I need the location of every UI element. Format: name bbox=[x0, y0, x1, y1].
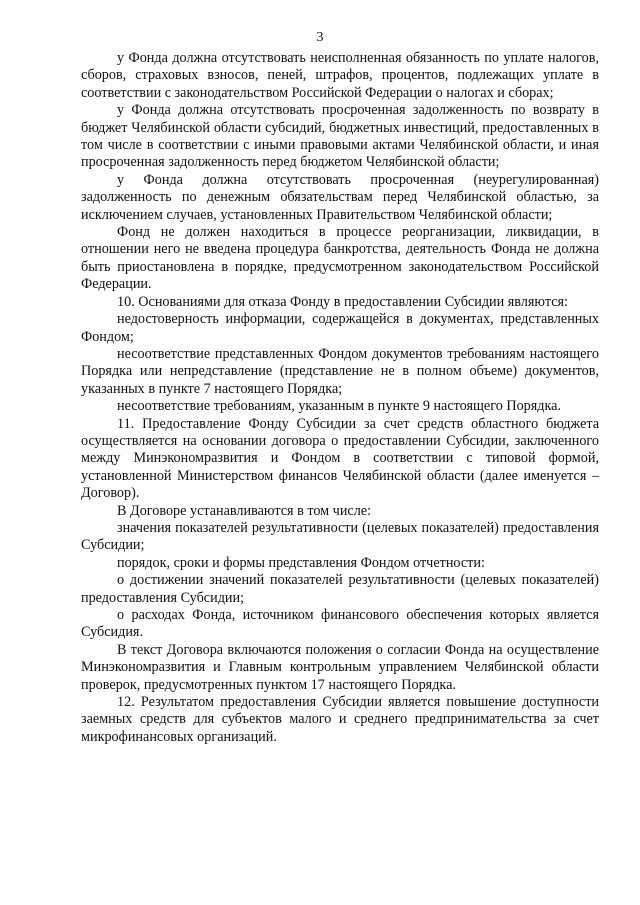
paragraph-expenses-report: о расходах Фонда, источником финансового обеспечения которых является Субсидия. bbox=[81, 607, 599, 641]
paragraph-clause-10: 10. Основаниями для отказа Фонду в предоставлении Субсидии являются: bbox=[117, 293, 568, 310]
paragraph-audit-consent: В текст Договора включаются положения о согласии Фонда на осуществление Минэкономразвития и Главным контрольным управлением Челябинской области проверок, предусмотренных пунктом 17 настоящего Порядка. bbox=[81, 641, 599, 693]
paragraph-indicator-achievement: о достижении значений показателей результативности (целевых показателей) предоставления Субсидии; bbox=[81, 572, 599, 606]
paragraph-monetary-debt: у Фонда должна отсутствовать просроченная (неурегулированная) задолженность по денежным обязательствам перед Челябинской областью, за исключением случаев, установленных Правительством Челябинской области; bbox=[81, 171, 599, 223]
paragraph-clause-12: 12. Результатом предоставления Субсидии является повышение доступности заемных средств для субъектов малого и среднего предпринимательства за счет микрофинансовых организаций. bbox=[81, 694, 599, 745]
paragraph-performance-indicators: значения показателей результативности (целевых показателей) предоставления Субсидии; bbox=[81, 519, 599, 554]
paragraph-agreement-contents: В Договоре устанавливаются в том числе: bbox=[117, 502, 372, 519]
paragraph-unreliable-info: недостоверность информации, содержащейся в документах, представленных Фондом; bbox=[81, 311, 599, 345]
page-number: 3 bbox=[316, 30, 324, 45]
document-body bbox=[81, 50, 599, 746]
paragraph-tax-obligations: у Фонда должна отсутствовать неисполненная обязанность по уплате налогов, сборов, страховых взносов, пеней, штрафов, процентов, подлежащих уплате в соответствии с законодательством Российской Федерации о налогах и сборах; bbox=[81, 50, 599, 101]
paragraph-noncompliant-docs: несоответствие представленных Фондом документов требованиям настоящего Порядка или непредставление (представление не в полном объеме) документов, указанных в пункте 7 настоящего Порядка; bbox=[81, 345, 599, 397]
paragraph-reorganization: Фонд не должен находиться в процессе реорганизации, ликвидации, в отношении него не введена процедура банкротства, деятельность Фонда не должна быть приостановлена в порядке, предусмотренном законодательством Российской Федерации. bbox=[81, 224, 599, 293]
paragraph-noncompliant-requirements: несоответствие требованиям, указанным в пункте 9 настоящего Порядка. bbox=[117, 398, 562, 415]
paragraph-reporting-procedure: порядок, сроки и формы представления Фондом отчетности: bbox=[117, 554, 485, 571]
paragraph-clause-11: 11. Предоставление Фонду Субсидии за счет средств областного бюджета осуществляется на основании договора о предоставлении Субсидии, заключенного между Минэкономразвития и Фондом в соответствии с типовой формой, установленной Министерством финансов Челябинской области (далее именуется – Договор). bbox=[81, 415, 599, 502]
paragraph-subsidy-debt: у Фонда должна отсутствовать просроченная задолженность по возврату в бюджет Челябинской области субсидий, бюджетных инвестиций, предоставленных в том числе в соответствии с иными правовыми актами Челябинской области, и иная просроченная задолженность перед бюджетом Челябинской области; bbox=[81, 102, 599, 171]
